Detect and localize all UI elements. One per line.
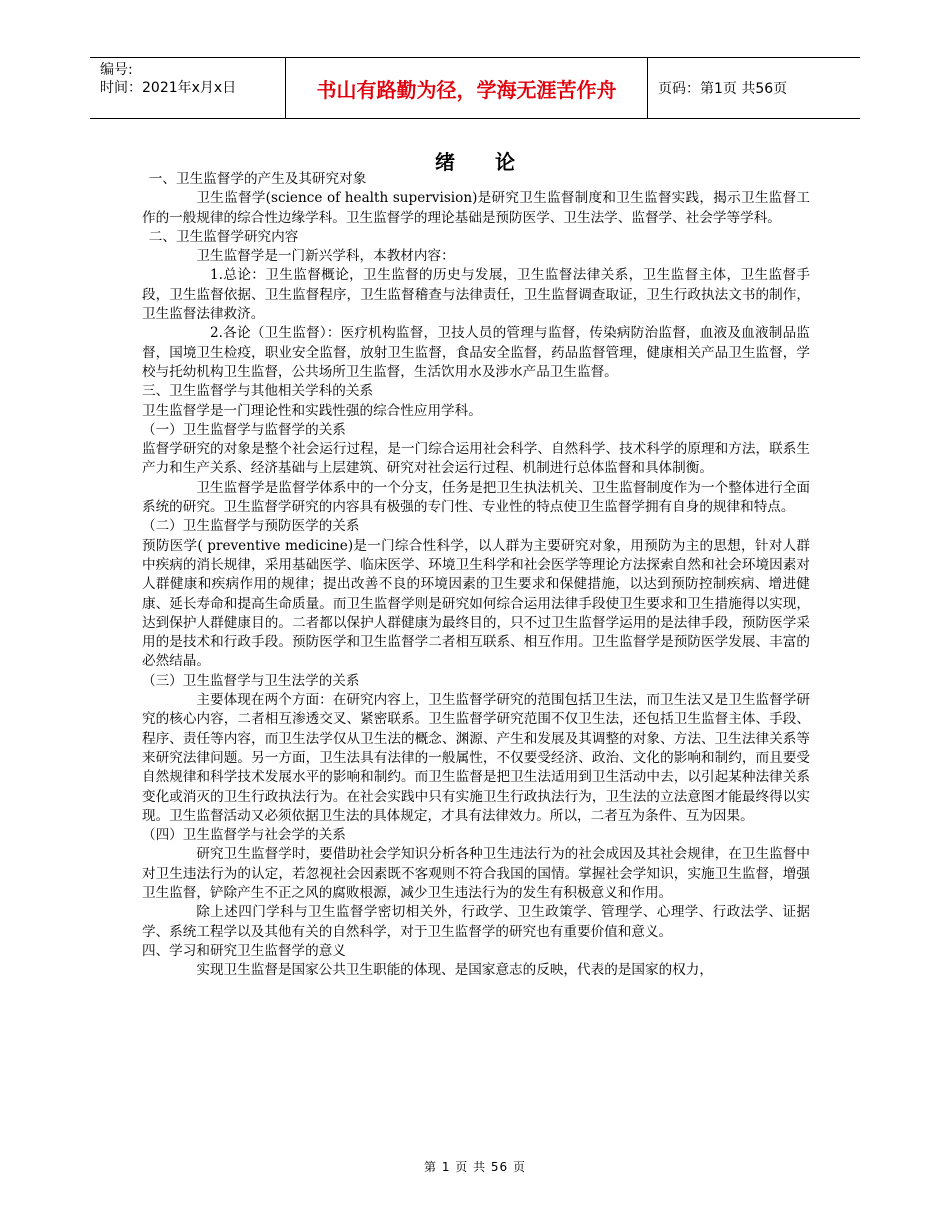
paragraph: 卫生监督学是监督学体系中的一个分支，任务是把卫生执法机关、卫生监督制度作为一个整体进行全面系统的研究。卫生监督学研究的内容具有极强的专门性、专业性的特点使卫生监督学拥有自身的规律和特点。 xyxy=(142,479,810,516)
header-motto: 书山有路勤为径，学海无涯苦作舟 xyxy=(286,58,648,118)
header-page-info: 页码：第1页 共56页 xyxy=(658,81,788,97)
subsection-heading: （一）卫生监督学与监督学的关系 xyxy=(142,421,346,438)
number-label: 编号: xyxy=(100,62,133,78)
paragraph: 卫生监督学是一门新兴学科，本教材内容： xyxy=(196,248,455,265)
paragraph: 2.各论（卫生监督）：医疗机构监督，卫技人员的管理与监督，传染病防治监督，血液及血液制品监督，国境卫生检疫，职业安全监督，放射卫生监督，食品安全监督，药品监督管理，健康相关产品卫生监督，学校与托幼机构卫生监督，公共场所卫生监督，生活饮用水及涉水产品卫生监督。 xyxy=(142,325,810,380)
header-meta xyxy=(90,58,286,118)
paragraph: 除上述四门学科与卫生监督学密切相关外，行政学、卫生政策学、管理学、心理学、行政法学、证据学、系统工程学以及其他有关的自然科学，对于卫生监督学的研究也有重要价值和意义。 xyxy=(142,904,810,940)
subsection-heading: （三）卫生监督学与卫生法学的关系 xyxy=(142,672,360,689)
section-heading: 一、卫生监督学的产生及其研究对象 xyxy=(148,171,367,187)
time-label: 时间：2021年x月x日 xyxy=(100,80,237,96)
paragraph: 主要体现在两个方面：在研究内容上，卫生监督学研究的范围包括卫生法，而卫生法又是卫生监督学研究的核心内容，二者相互渗透交叉、紧密联系。卫生监督学研究范围不仅卫生法，还包括卫生监督主体、手段、程序、责任等内容，而卫生法学仅从卫生法的概念、渊源、产生和发展及其调整的对象、方法、卫生法律关系等来研究法律问题。另一方面，卫生法具有法律的一般属性，不仅要受经济、政治、文化的影响和制约，而且要受自然规律和科学技术发展水平的影响和制约。而卫生监督是把卫生法适用到卫生活动中去，以引起某种法律关系变化或消灭的卫生行政执法行为。在社会实践中只有实施卫生行政执法行为，卫生法的立法意图才能最终得以实现。卫生监督活动又必须依据卫生法的具体规定，才具有法律效力。所以，二者互为条件、互为因果。 xyxy=(142,692,810,824)
paragraph: 实现卫生监督是国家公共卫生职能的体现、是国家意志的反映，代表的是国家的权力， xyxy=(196,962,713,979)
section-heading: 三、卫生监督学与其他相关学科的关系 xyxy=(142,383,374,400)
paragraph: 1.总论：卫生监督概论，卫生监督的历史与发展，卫生监督法律关系，卫生监督主体，卫生监督手段，卫生监督依据、卫生监督程序，卫生监督稽查与法律责任，卫生监督调查取证，卫生行政执法文书的制作，卫生监督法律救济。 xyxy=(142,267,810,323)
page-footer: 第 1 页 共 56 页 xyxy=(424,1160,526,1174)
paragraph: 卫生监督学是一门理论性和实践性强的综合性应用学科。 xyxy=(142,402,482,419)
paragraph: 研究卫生监督学时，要借助社会学知识分析各种卫生违法行为的社会成因及其社会规律，在卫生监督中对卫生违法行为的认定，若忽视社会因素既不客观则不符合我国的国情。掌握社会学知识，实施卫生监督，增强卫生监督，铲除产生不正之风的腐败根源，减少卫生违法行为的发生有积极意义和作用。 xyxy=(142,846,810,901)
document-body xyxy=(142,170,810,980)
subsection-heading: （四）卫生监督学与社会学的关系 xyxy=(142,827,346,844)
section-heading: 二、卫生监督学研究内容 xyxy=(148,228,299,245)
paragraph: 监督学研究的对象是整个社会运行过程，是一门综合运用社会科学、自然科学、技术科学的原理和方法，联系生产力和生产关系、经济基础与上层建筑、研究对社会运行过程、机制进行总体监督和具体制衡。 xyxy=(142,441,810,477)
page-header xyxy=(90,57,860,119)
paragraph: 卫生监督学(science of health supervision)是研究卫生监督制度和卫生监督实践，揭示卫生监督工作的一般规律的综合性边缘学科。卫生监督学的理论基础是预防医学、卫生法学、监督学、社会学等学科。 xyxy=(142,190,810,226)
subsection-heading: （二）卫生监督学与预防医学的关系 xyxy=(142,518,360,535)
paragraph: 预防医学( preventive medicine)是一门综合性科学，以人群为主要研究对象，用预防为主的思想，针对人群中疾病的消长规律，采用基础医学、临床医学、环境卫生科学和社会医学等理论方法探索自然和社会环境因素对人群健康和疾病作用的规律；提出改善不良的环境因素的卫生要求和保健措施，以达到预防控制疾病、增进健康、延长寿命和提高生命质量。而卫生监督学则是研究如何综合运用法律手段使卫生要求和卫生措施得以实现，达到保护人群健康目的。二者都以保护人群健康为最终目的，只不过卫生监督学运用的是法律手段，预防医学采用的是技术和行政手段。预防医学和卫生监督学二者相互联系、相互作用。卫生监督学是预防医学发展、丰富的必然结晶。 xyxy=(142,537,810,670)
document-title: 绪论 xyxy=(435,150,555,174)
section-heading: 四、学习和研究卫生监督学的意义 xyxy=(142,942,346,959)
